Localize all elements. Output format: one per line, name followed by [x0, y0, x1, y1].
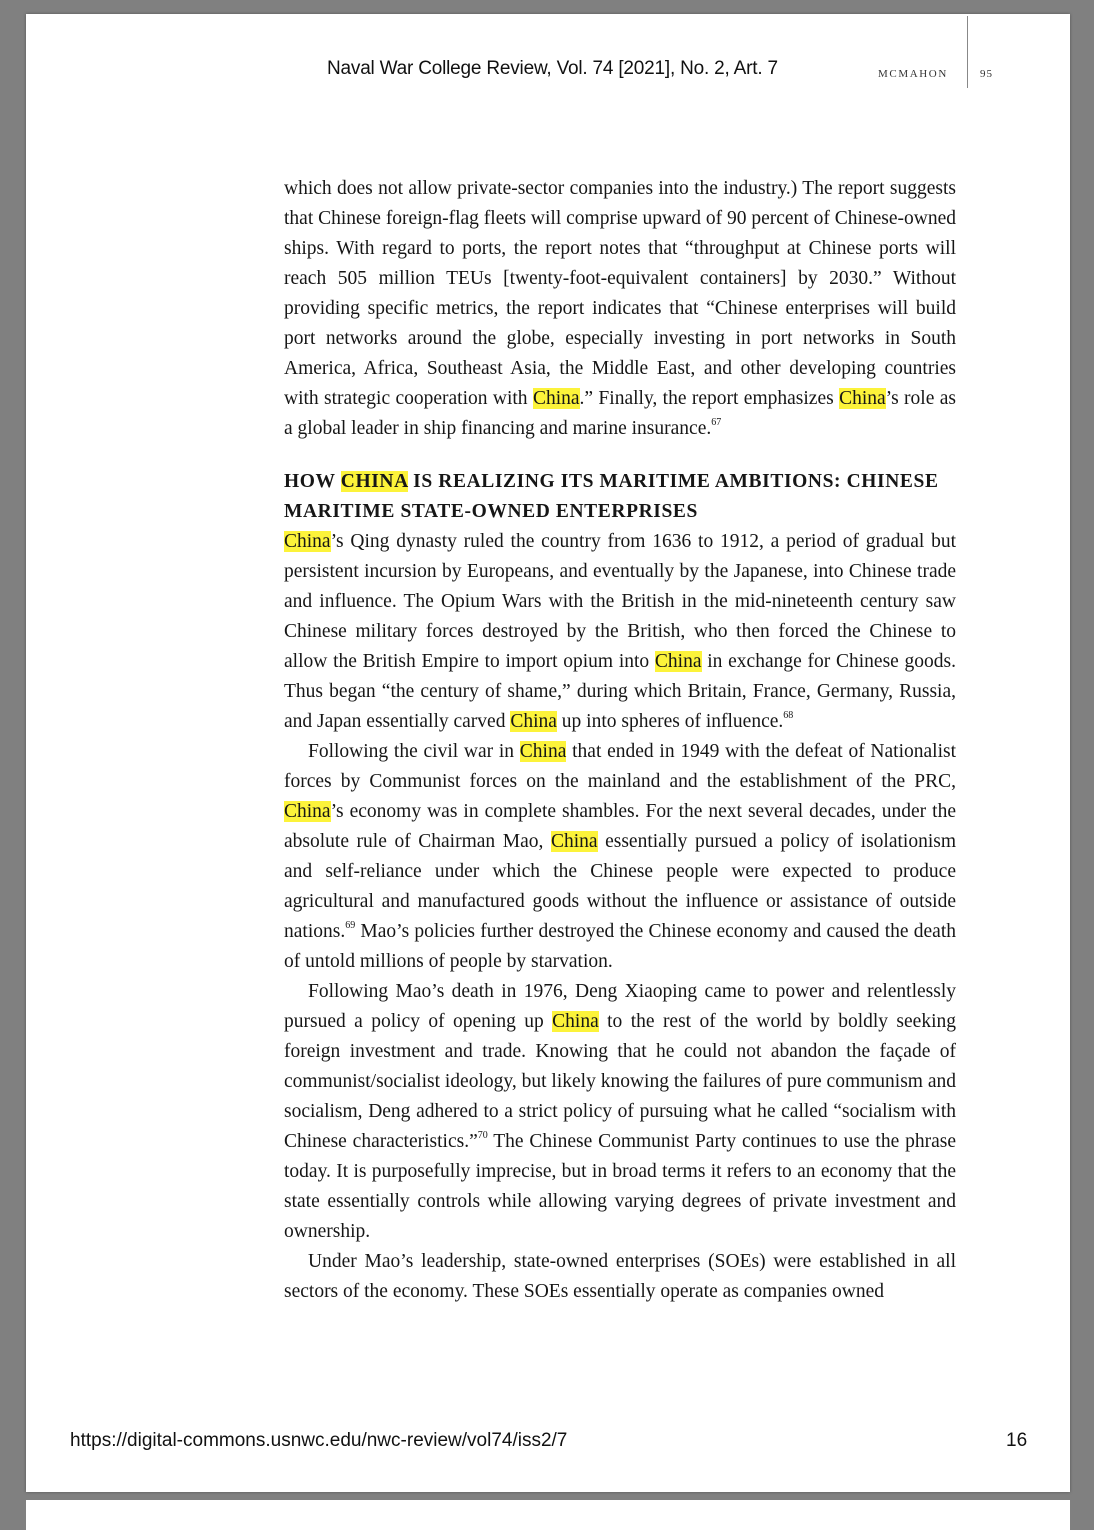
paragraph-civil-war[interactable]: Following the civil war in China that ended in 1949 with the defeat of Nationalist forces by Communist forces on the mainland and the establishment of the PRC, China’s economy was in complete shambles. For the next several decades, under the absolute rule of Chairman Mao, China essentially pursued a policy of isolationism and self-reliance under which the Chinese people were expected to produce agricultural and manufactured goods without the influence or assistance of outside nations.$^{69}$ Mao’s policies further destroyed the Chinese economy and caused the death of untold millions of people by starvation. [284, 741, 957, 972]
paragraph-ports[interactable]: which does not allow private-sector companies into the industry.) The report suggests that Chinese foreign-flag fleets will comprise upward of 90 percent of Chinese-owned ships. With regard to ports, the report notes that “throughput at Chinese ports will reach 505 million TEUs [twenty-foot-equivalent containers] by 2030.” Without providing specific metrics, the report indicates that “Chinese enterprises will build port networks around the globe, especially investing in port networks in South America, Africa, Southeast Asia, the Middle East, and other developing countries with strategic cooperation with China.” Finally, the report emphasizes China’s role as a global leader in ship financing and marine insurance.$^{67}$ [284, 178, 956, 439]
search-highlight: China [519, 741, 567, 762]
document-page [26, 14, 1070, 1492]
footnote-ref[interactable]: 67 [711, 417, 722, 428]
next-page-edge [26, 1500, 1070, 1530]
search-highlight: China [654, 651, 702, 672]
paragraph-deng-xiaoping[interactable]: Following Mao’s death in 1976, Deng Xiaoping came to power and relentlessly pursued a policy of opening up China to the rest of the world by boldly seeking foreign investment and trade. Knowing that he could not abandon the façade of communist/socialist ideology, but likely knowing the failures of pure communism and socialism, Deng adhered to a strict policy of pursuing what he called “socialism with Chinese characteristics.”$^{70}$ The Chinese Communist Party continues to use the phrase today. It is purposefully imprecise, but in broad terms it refers to an economy that the state essentially controls while allowing varying degrees of private investment and ownership. [284, 981, 957, 1242]
footnote-ref[interactable]: 70 [477, 1130, 488, 1141]
search-highlight: China [839, 388, 886, 409]
footer-url-link[interactable]: https://digital-commons.usnwc.edu/nwc-review/vol74/iss2/7 [70, 1430, 568, 1451]
paragraph-soes[interactable]: Under Mao’s leadership, state-owned enterprises (SOEs) were established in all sectors of the economy. These SOEs essentially operate as companies owned [284, 1251, 956, 1302]
running-head-author: MCMAHON [878, 68, 948, 80]
running-head-page-number: 95 [980, 68, 993, 80]
paragraph-qing-dynasty[interactable]: China’s Qing dynasty ruled the country from 1636 to 1912, a period of gradual but persistent incursion by Europeans, and eventually by the Japanese, into Chinese trade and influence. The Opium Wars with the British in the mid-nineteenth century saw Chinese military forces destroyed by the British, who then forced the Chinese to allow the British Empire to import opium into China in exchange for Chinese goods. Thus began “the century of shame,” during which Britain, France, Germany, Russia, and Japan essentially carved China up into spheres of influence.$^{68}$ [284, 531, 957, 732]
section-heading: HOW CHINA IS REALIZING ITS MARITIME AMBITIONS: CHINESE MARITIME STATE-OWNED ENTERPRISES [284, 471, 939, 522]
footer-page-number: 16 [1006, 1430, 1028, 1451]
journal-header: Naval War College Review, Vol. 74 [2021], No. 2, Art. 7 [327, 58, 778, 79]
running-head-divider [967, 16, 968, 88]
search-highlight: China [532, 388, 580, 409]
search-highlight: China [284, 531, 331, 552]
footnote-ref[interactable]: 69 [345, 920, 356, 931]
footnote-ref[interactable]: 68 [783, 710, 794, 721]
search-highlight: China [550, 831, 598, 852]
search-highlight: China [284, 801, 331, 822]
article-body [284, 174, 956, 1307]
search-highlight: China [552, 1011, 599, 1032]
search-highlight: CHINA [340, 471, 408, 492]
search-highlight: China [510, 711, 557, 732]
